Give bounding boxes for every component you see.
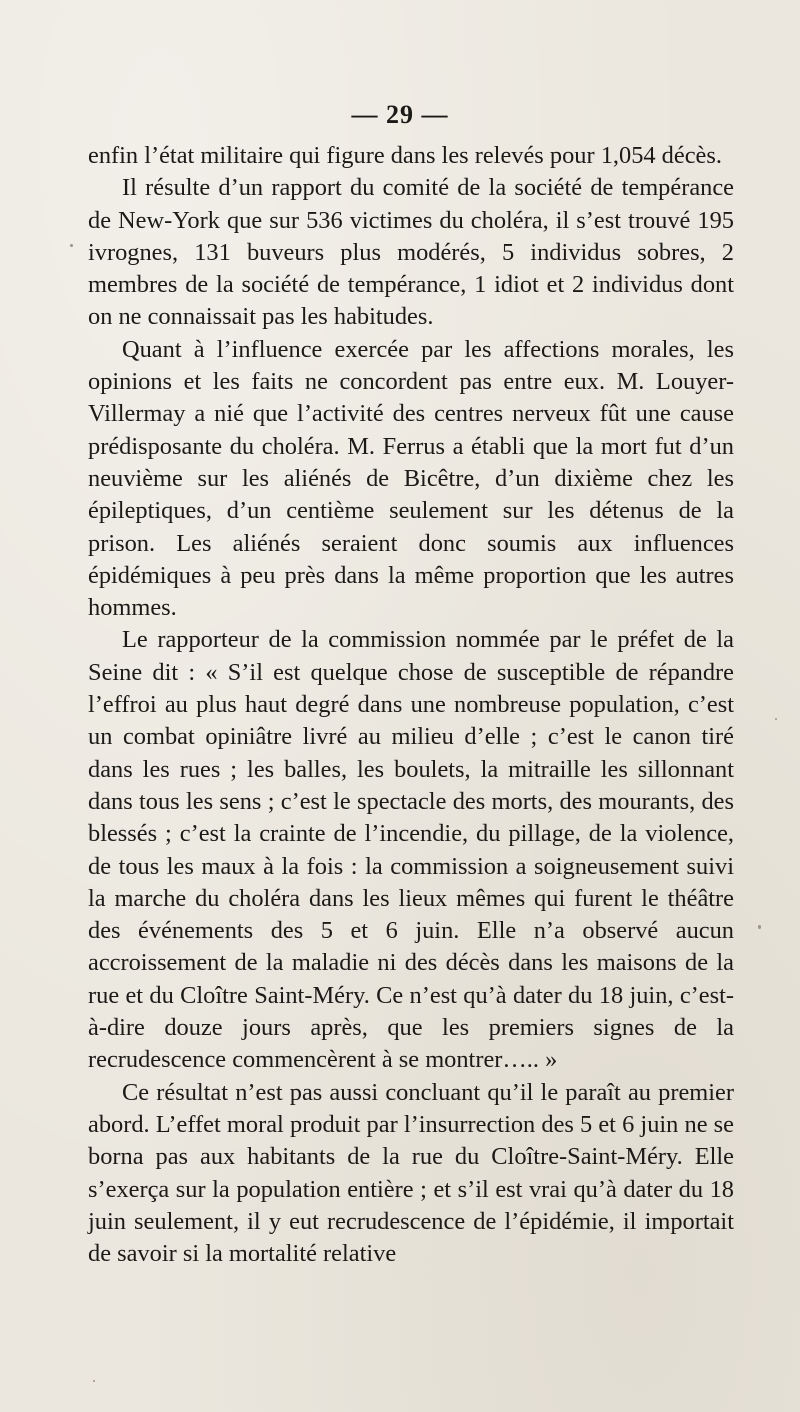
paper-speck xyxy=(758,925,761,929)
paragraph-conclusion: Ce résultat n’est pas aussi concluant qu’il le paraît au premier abord. L’effet moral produit par l’insurrection des 5 et 6 juin ne se borna pas aux habitants de la rue du Cloître-Saint-Méry. Elle s’exerça sur la population entière ; et s’il est vrai qu’à dater du 18 juin seulement, il y eut recrudescence de l’épidémie, il importait de savoir si la mortalité relative xyxy=(88,1078,734,1268)
page-number: — 29 — xyxy=(351,100,449,129)
paragraph-temperance-report: Il résulte d’un rapport du comité de la société de tempérance de New-York que sur 536 victimes du choléra, il s’est trouvé 195 ivrognes, 131 buveurs plus modérés, 5 individus sobres, 2 membres de la société de tempérance, 1 idiot et 2 individus dont on ne connaissait pas les habitudes. xyxy=(88,174,734,331)
paper-speck xyxy=(70,244,73,247)
body-text xyxy=(88,140,734,1270)
paper-speck xyxy=(775,718,777,720)
paper-speck xyxy=(93,1380,95,1382)
paragraph-commission-report: Le rapporteur de la commission nommée par le préfet de la Seine dit : « S’il est quelque chose de susceptible de répandre l’effroi au plus haut degré dans une nombreuse population, c’est un combat opiniâtre livré au milieu d’elle ; c’est le canon tiré dans les rues ; les balles, les boulets, la mitraille les sillonnant dans tous les sens ; c’est le spectacle des morts, des mourants, des blessés ; c’est la crainte de l’incendie, du pillage, de la violence, de tous les maux à la fois : la commission a soigneusement suivi la marche du choléra dans les lieux mêmes qui furent le théâtre des événements des 5 et 6 juin. Elle n’a observé aucun accroissement de la maladie ni des décès dans les maisons de la rue et du Cloître Saint-Méry. Ce n’est qu’à dater du 18 juin, c’est-à-dire douze jours après, que les premiers signes de la recrudescence commencèrent à se montrer….. » xyxy=(88,626,734,1074)
paragraph-continuation: enfin l’état militaire qui figure dans les relevés pour 1,054 décès. xyxy=(88,142,722,169)
paragraph-moral-influence: Quant à l’influence exercée par les affections morales, les opinions et les faits ne concordent pas entre eux. M. Louyer-Villermay a nié que l’activité des centres nerveux fût une cause prédisposante du choléra. M. Ferrus a établi que la mort fut d’un neuvième sur les aliénés de Bicêtre, d’un dixième chez les épileptiques, d’un centième seulement sur les détenus de la prison. Les aliénés seraient donc soumis aux influences épidémiques à peu près dans la même proportion que les autres hommes. xyxy=(88,335,734,622)
